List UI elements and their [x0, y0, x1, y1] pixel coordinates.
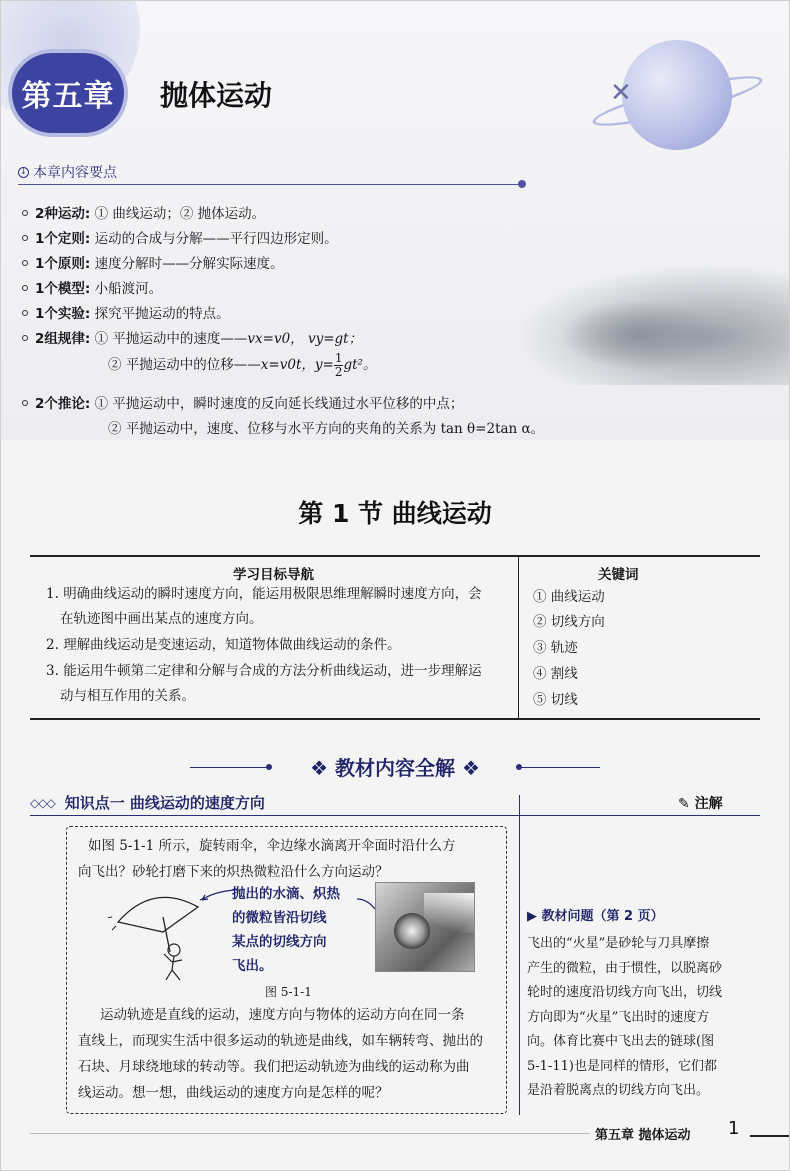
objective-text: 明确曲线运动的瞬时速度方向，能运用极限思维理解瞬时速度方向，会: [63, 586, 482, 602]
content-banner: [0, 752, 790, 782]
box-paragraph: 石块、月球绕地球的转动等。我们把运动轨迹为曲线的运动称为曲: [78, 1059, 470, 1075]
summary-point: [22, 202, 265, 222]
arrow-line: [202, 890, 234, 900]
note-line: 方向即为“火星”飞出时的速度方: [527, 1009, 710, 1025]
page-number: 1: [728, 1118, 740, 1139]
summary-rule-dot: [518, 180, 526, 188]
banner-text: 教材内容全解: [335, 756, 455, 780]
point-text: 运动的合成与分解——平行四边形定则。: [94, 231, 338, 247]
law-displacement-formula: x=v0t，y=: [260, 357, 334, 373]
keyword-item: ③ 轨迹: [533, 640, 578, 656]
footer-rule-right: [750, 1135, 790, 1137]
note-line: 是沿着脱离点的切线方向飞出。: [527, 1083, 710, 1098]
note-line: 产生的微粒，由于惯性，以脱离砂: [527, 960, 723, 976]
note-line: 5-1-11)也是同样的情形，它们都: [527, 1058, 717, 1074]
figure-body: [164, 954, 182, 980]
summary-corollary-line2: ② 平抛运动中，速度、位移与水平方向的夹角的关系为 tan θ=2tan α。: [108, 421, 545, 437]
chapter-title: 抛体运动: [160, 79, 273, 112]
note-rule: [520, 815, 760, 816]
question-text-cont: 向飞出？砂轮打磨下来的炽热微粒沿什么方向运动？: [78, 864, 389, 880]
point-label: 1个原则:: [35, 256, 91, 272]
summary-rule: [18, 184, 523, 185]
summary-law: [22, 327, 362, 347]
bullet-icon: [22, 235, 28, 241]
question-text: 如图 5-1-1 所示，旋转雨伞，伞边缘水滴离开伞面时沿什么方: [88, 838, 456, 854]
summary-corollary: [22, 392, 463, 412]
play-icon: ▶: [527, 909, 537, 924]
point-text: ① 曲线运动；② 抛体运动。: [94, 206, 266, 222]
note-question-heading: [527, 905, 664, 924]
note-line: 向。体育比赛中飞出去的链球(图: [527, 1034, 715, 1049]
objective-number: 1.: [46, 586, 59, 602]
chapter-badge: [12, 53, 124, 133]
knowledge-heading: [30, 792, 265, 813]
law-velocity-label: ① 平抛运动中的速度——: [94, 331, 248, 347]
note-line: 轮时的速度沿切线方向飞出，切线: [527, 985, 723, 1000]
summary-heading-text: 本章内容要点: [33, 165, 117, 181]
footer-rule-left: [30, 1133, 590, 1134]
point-label: 1个定则:: [35, 231, 91, 247]
objective-number: 2.: [46, 637, 59, 653]
point-label: 1个实验:: [35, 306, 91, 322]
keyword-item: ② 切线方向: [533, 614, 605, 630]
law-displacement-formula-tail: gt²。: [343, 357, 377, 373]
section-title: 第 1 节 曲线运动: [298, 499, 492, 528]
point-text: 小船渡河。: [94, 281, 163, 297]
box-paragraph: 运动轨迹是直线的运动，速度方向与物体的运动方向在同一条: [100, 1007, 465, 1023]
handwritten-note: 的微粒皆沿切线: [232, 910, 327, 926]
fraction: [334, 352, 344, 379]
law-label: 2组规律:: [35, 331, 91, 347]
handwritten-note: 飞出。: [232, 958, 273, 974]
keyword-item: ① 曲线运动: [533, 589, 605, 605]
objectives-table-divider: [518, 555, 519, 720]
point-text: 速度分解时——分解实际速度。: [94, 256, 284, 272]
pen-icon: ✎: [678, 796, 690, 812]
planet-decoration: [622, 40, 732, 150]
keyword-item: ④ 割线: [533, 666, 578, 682]
summary-point: [22, 302, 230, 322]
bullet-icon: [22, 310, 28, 316]
objective-item: [46, 659, 516, 709]
objective-text: 能运用牛顿第二定律和分解与合成的方法分析曲线运动，进一步理解运: [63, 663, 482, 679]
objective-text: 理解曲线运动是变速运动，知道物体做曲线运动的条件。: [63, 637, 401, 653]
bullet-icon: [22, 210, 28, 216]
point-label: 1个模型:: [35, 281, 91, 297]
objective-number: 3.: [46, 663, 59, 679]
bullet-icon: [22, 400, 28, 406]
knowledge-rule: [30, 815, 520, 816]
note-heading-text: 注解: [694, 796, 723, 812]
point-text: 探究平抛运动的特点。: [94, 306, 230, 322]
fraction-numerator: 1: [334, 351, 343, 365]
objective-item: [46, 582, 516, 632]
banner-title: ❖ 教材内容全解 ❖: [310, 756, 480, 780]
bullet-icon: [22, 335, 28, 341]
bullet-icon: [22, 260, 28, 266]
objective-text-cont: 在轨迹图中画出某点的速度方向。: [60, 611, 263, 627]
star-icon: ✕: [610, 78, 632, 108]
note-column-divider: [519, 795, 520, 1115]
law-displacement-label: ② 平抛运动中的位移——: [108, 357, 261, 373]
objectives-heading: 学习目标导航: [233, 567, 314, 583]
law-velocity-formula: vx=v0， vy=gt；: [247, 331, 363, 347]
fraction-denominator: 2: [334, 365, 343, 379]
mountain-illustration-detail: [560, 300, 720, 370]
objective-text-cont: 动与相互作用的关系。: [60, 688, 195, 704]
box-paragraph: 线运动。想一想，曲线运动的速度方向是怎样的呢？: [78, 1085, 389, 1101]
point-label: 2种运动:: [35, 206, 91, 222]
summary-law-line2: [108, 352, 376, 379]
grinding-wheel: [394, 913, 430, 949]
objective-item: [46, 633, 516, 658]
note-heading: [678, 793, 723, 813]
figure-caption: 图 5-1-1: [265, 985, 312, 999]
drops-icon: ◇◇◇: [30, 795, 55, 810]
corollary-line1: ① 平抛运动中，瞬时速度的反向延长线通过水平位移的中点；: [94, 396, 464, 412]
knowledge-heading-text: 知识点一 曲线运动的速度方向: [64, 794, 265, 812]
note-line: 飞出的“火星”是砂轮与刀具摩擦: [527, 936, 710, 951]
grinding-wheel-photo: [375, 882, 475, 972]
bullet-icon: [22, 285, 28, 291]
summary-heading: [18, 162, 117, 182]
chapter-number: 第五章: [21, 79, 115, 114]
corollary-label: 2个推论:: [35, 396, 91, 412]
keywords-heading: 关键词: [598, 567, 639, 583]
handwritten-note: 抛出的水滴、炽热: [232, 886, 340, 902]
note-question-text: 教材问题（第 2 页）: [541, 909, 664, 924]
arrow-down-icon: ↓: [18, 167, 29, 178]
box-paragraph: 直线上，而现实生活中很多运动的轨迹是曲线，如车辆转弯、抛出的: [78, 1033, 483, 1049]
handwritten-note: 某点的切线方向: [232, 934, 327, 950]
arrow-line: [357, 899, 375, 909]
keyword-item: ⑤ 切线: [533, 692, 578, 708]
summary-point: [22, 277, 162, 297]
summary-point: [22, 252, 284, 272]
umbrella-canopy: [118, 897, 198, 932]
footer-chapter-label: 第五章 抛体运动: [595, 1128, 691, 1143]
note-body: [527, 932, 739, 1104]
spark-highlight: [424, 893, 474, 933]
summary-point: [22, 227, 338, 247]
